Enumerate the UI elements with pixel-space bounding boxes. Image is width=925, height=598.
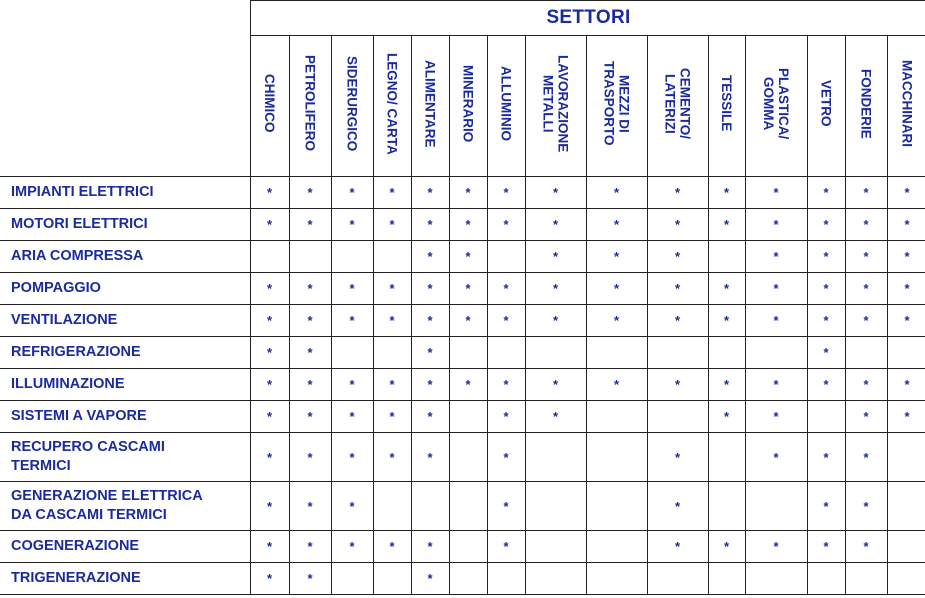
applicable-mark: * <box>525 241 586 273</box>
applicable-mark: * <box>331 177 373 209</box>
sector-label: CEMENTO/ LATERIZI <box>662 67 693 139</box>
applicable-mark: * <box>487 401 525 433</box>
corner-blank <box>0 1 250 36</box>
empty-cell <box>586 482 647 531</box>
sector-header <box>887 36 925 177</box>
applicable-mark: * <box>887 209 925 241</box>
table-row <box>0 563 925 595</box>
table-row <box>0 273 925 305</box>
empty-cell <box>708 241 745 273</box>
applicable-mark: * <box>887 401 925 433</box>
sector-label: ALLUMINIO <box>498 66 514 141</box>
empty-cell <box>373 563 411 595</box>
empty-cell <box>449 433 487 482</box>
sector-label: MINERARIO <box>460 64 476 143</box>
applicable-mark: * <box>586 209 647 241</box>
applicable-mark: * <box>289 563 331 595</box>
applicable-mark: * <box>647 241 708 273</box>
applicable-mark: * <box>525 401 586 433</box>
applicable-mark: * <box>845 305 887 337</box>
applicable-mark: * <box>745 209 807 241</box>
applicable-mark: * <box>647 369 708 401</box>
applicable-mark: * <box>411 273 449 305</box>
applicable-mark: * <box>487 209 525 241</box>
applicable-mark: * <box>807 241 845 273</box>
applicable-mark: * <box>373 209 411 241</box>
applicable-mark: * <box>887 273 925 305</box>
row-label: GENERAZIONE ELETTRICA DA CASCAMI TERMICI <box>0 482 250 531</box>
applicable-mark: * <box>289 369 331 401</box>
empty-cell <box>449 401 487 433</box>
applicable-mark: * <box>525 369 586 401</box>
applicable-mark: * <box>331 305 373 337</box>
sector-label: PETROLIFERO <box>302 55 318 152</box>
applicable-mark: * <box>807 209 845 241</box>
applicable-mark: * <box>647 273 708 305</box>
applicable-mark: * <box>845 433 887 482</box>
applicable-mark: * <box>250 482 289 531</box>
applicable-mark: * <box>250 401 289 433</box>
page-title: SETTORI <box>250 1 925 36</box>
sector-header <box>525 36 586 177</box>
table-row <box>0 241 925 273</box>
applicable-mark: * <box>647 482 708 531</box>
applicable-mark: * <box>250 369 289 401</box>
sector-label: PLASTICA/ GOMMA <box>761 67 791 140</box>
applicable-mark: * <box>289 177 331 209</box>
sector-header <box>487 36 525 177</box>
applicable-mark: * <box>845 401 887 433</box>
applicable-mark: * <box>887 177 925 209</box>
empty-cell <box>525 337 586 369</box>
applicable-mark: * <box>289 273 331 305</box>
sector-header-row <box>0 36 925 177</box>
empty-cell <box>647 337 708 369</box>
applicable-mark: * <box>373 273 411 305</box>
table-row <box>0 305 925 337</box>
sector-label: VETRO <box>818 80 834 127</box>
table-row <box>0 369 925 401</box>
empty-cell <box>289 241 331 273</box>
applicable-mark: * <box>289 433 331 482</box>
sector-header <box>373 36 411 177</box>
row-label: TRIGENERAZIONE <box>0 563 250 595</box>
empty-cell <box>708 563 745 595</box>
empty-cell <box>586 401 647 433</box>
empty-cell <box>745 563 807 595</box>
sector-header <box>289 36 331 177</box>
applicable-mark: * <box>647 433 708 482</box>
applicable-mark: * <box>845 177 887 209</box>
sector-label: MEZZI DI TRASPORTO <box>601 61 632 146</box>
row-label: REFRIGERAZIONE <box>0 337 250 369</box>
applicable-mark: * <box>411 531 449 563</box>
applicable-mark: * <box>411 401 449 433</box>
empty-cell <box>745 337 807 369</box>
applicable-mark: * <box>807 369 845 401</box>
sector-label: MACCHINARI <box>899 60 915 147</box>
applicable-mark: * <box>449 273 487 305</box>
applicable-mark: * <box>250 209 289 241</box>
applicable-mark: * <box>807 433 845 482</box>
empty-cell <box>449 482 487 531</box>
empty-cell <box>250 241 289 273</box>
applicable-mark: * <box>331 433 373 482</box>
applicable-mark: * <box>647 177 708 209</box>
empty-cell <box>525 482 586 531</box>
applicable-mark: * <box>807 337 845 369</box>
empty-cell <box>586 337 647 369</box>
applicable-mark: * <box>745 273 807 305</box>
empty-cell <box>586 563 647 595</box>
empty-cell <box>647 401 708 433</box>
applicable-mark: * <box>373 369 411 401</box>
applicable-mark: * <box>331 369 373 401</box>
applicable-mark: * <box>745 433 807 482</box>
applicable-mark: * <box>373 177 411 209</box>
applicable-mark: * <box>745 177 807 209</box>
sector-label: TESSILE <box>719 75 734 132</box>
sector-label: LEGNO/ CARTA <box>384 52 400 155</box>
applicable-mark: * <box>887 369 925 401</box>
sector-label: ALIMENTARE <box>422 59 438 148</box>
applicable-mark: * <box>807 482 845 531</box>
applicable-mark: * <box>525 273 586 305</box>
empty-cell <box>373 482 411 531</box>
empty-cell <box>331 337 373 369</box>
applicable-mark: * <box>887 305 925 337</box>
sector-header <box>331 36 373 177</box>
sector-header <box>807 36 845 177</box>
table-row <box>0 177 925 209</box>
applicable-mark: * <box>331 531 373 563</box>
applicable-mark: * <box>411 241 449 273</box>
table-row <box>0 482 925 531</box>
applicable-mark: * <box>250 177 289 209</box>
applicable-mark: * <box>487 482 525 531</box>
applicable-mark: * <box>331 482 373 531</box>
corner-blank-lower <box>0 36 250 177</box>
applicable-mark: * <box>411 433 449 482</box>
applicable-mark: * <box>487 273 525 305</box>
applicable-mark: * <box>289 531 331 563</box>
applicable-mark: * <box>449 305 487 337</box>
empty-cell <box>331 563 373 595</box>
applicable-mark: * <box>845 482 887 531</box>
empty-cell <box>487 563 525 595</box>
applicable-mark: * <box>487 369 525 401</box>
applicable-mark: * <box>411 177 449 209</box>
applicable-mark: * <box>449 177 487 209</box>
applicable-mark: * <box>525 209 586 241</box>
table-row <box>0 401 925 433</box>
table-row <box>0 433 925 482</box>
empty-cell <box>845 563 887 595</box>
applicable-mark: * <box>708 209 745 241</box>
empty-cell <box>887 563 925 595</box>
applicable-mark: * <box>647 531 708 563</box>
applicable-mark: * <box>331 401 373 433</box>
table-row <box>0 209 925 241</box>
applicable-mark: * <box>449 369 487 401</box>
applicable-mark: * <box>289 401 331 433</box>
applicable-mark: * <box>586 369 647 401</box>
applicable-mark: * <box>586 305 647 337</box>
applicable-mark: * <box>250 305 289 337</box>
applicable-mark: * <box>525 305 586 337</box>
empty-cell <box>586 433 647 482</box>
empty-cell <box>449 563 487 595</box>
applicable-mark: * <box>487 531 525 563</box>
applicable-mark: * <box>708 531 745 563</box>
empty-cell <box>745 482 807 531</box>
empty-cell <box>411 482 449 531</box>
applicable-mark: * <box>250 531 289 563</box>
row-label: SISTEMI A VAPORE <box>0 401 250 433</box>
row-label: RECUPERO CASCAMI TERMICI <box>0 433 250 482</box>
applicable-mark: * <box>745 531 807 563</box>
applicable-mark: * <box>708 401 745 433</box>
row-label: ILLUMINAZIONE <box>0 369 250 401</box>
empty-cell <box>708 337 745 369</box>
applicable-mark: * <box>487 305 525 337</box>
applicable-mark: * <box>845 369 887 401</box>
sector-header <box>708 36 745 177</box>
applicable-mark: * <box>331 273 373 305</box>
empty-cell <box>449 531 487 563</box>
empty-cell <box>708 433 745 482</box>
empty-cell <box>373 241 411 273</box>
matrix-body <box>0 177 925 595</box>
applicable-mark: * <box>845 531 887 563</box>
applicable-mark: * <box>525 177 586 209</box>
applicable-mark: * <box>449 241 487 273</box>
sector-label: FONDERIE <box>858 68 874 139</box>
empty-cell <box>525 531 586 563</box>
applicable-mark: * <box>449 209 487 241</box>
applicable-mark: * <box>845 273 887 305</box>
empty-cell <box>487 337 525 369</box>
applicable-mark: * <box>411 369 449 401</box>
applicable-mark: * <box>411 563 449 595</box>
empty-cell <box>845 337 887 369</box>
applicable-mark: * <box>807 305 845 337</box>
empty-cell <box>807 563 845 595</box>
empty-cell <box>449 337 487 369</box>
applicable-mark: * <box>647 209 708 241</box>
applicable-mark: * <box>807 531 845 563</box>
applicable-mark: * <box>250 563 289 595</box>
applicable-mark: * <box>250 273 289 305</box>
empty-cell <box>586 531 647 563</box>
row-label: ARIA COMPRESSA <box>0 241 250 273</box>
row-label: COGENERAZIONE <box>0 531 250 563</box>
applicable-mark: * <box>807 273 845 305</box>
applicable-mark: * <box>745 305 807 337</box>
applicable-mark: * <box>289 305 331 337</box>
empty-cell <box>887 531 925 563</box>
sector-header <box>647 36 708 177</box>
applicable-mark: * <box>745 369 807 401</box>
sector-header <box>411 36 449 177</box>
applicable-mark: * <box>331 209 373 241</box>
sector-header <box>745 36 807 177</box>
applicable-mark: * <box>373 305 411 337</box>
applicable-mark: * <box>708 177 745 209</box>
applicable-mark: * <box>708 305 745 337</box>
empty-cell <box>373 337 411 369</box>
row-label: VENTILAZIONE <box>0 305 250 337</box>
applicable-mark: * <box>807 177 845 209</box>
empty-cell <box>487 241 525 273</box>
applicable-mark: * <box>373 433 411 482</box>
applicable-mark: * <box>411 337 449 369</box>
sector-label: LAVORAZIONE METALLI <box>540 54 571 153</box>
empty-cell <box>887 433 925 482</box>
applicable-mark: * <box>708 369 745 401</box>
sector-header <box>449 36 487 177</box>
empty-cell <box>525 433 586 482</box>
row-label: IMPIANTI ELETTRICI <box>0 177 250 209</box>
applicable-mark: * <box>647 305 708 337</box>
applicable-mark: * <box>250 433 289 482</box>
applicable-mark: * <box>487 177 525 209</box>
applicable-mark: * <box>411 209 449 241</box>
sector-header <box>845 36 887 177</box>
empty-cell <box>807 401 845 433</box>
table-row <box>0 531 925 563</box>
applicable-mark: * <box>487 433 525 482</box>
applicable-mark: * <box>586 177 647 209</box>
row-label: POMPAGGIO <box>0 273 250 305</box>
applicable-mark: * <box>887 241 925 273</box>
applicable-mark: * <box>845 241 887 273</box>
sector-label: CHIMICO <box>262 74 277 133</box>
empty-cell <box>331 241 373 273</box>
applicable-mark: * <box>586 273 647 305</box>
applicable-mark: * <box>411 305 449 337</box>
sector-label: SIDERURGICO <box>344 55 360 152</box>
applicable-mark: * <box>845 209 887 241</box>
row-label: MOTORI ELETTRICI <box>0 209 250 241</box>
sector-header <box>250 36 289 177</box>
applicable-mark: * <box>289 337 331 369</box>
sector-header <box>586 36 647 177</box>
applicable-mark: * <box>708 273 745 305</box>
applicable-mark: * <box>250 337 289 369</box>
applicable-mark: * <box>586 241 647 273</box>
empty-cell <box>887 482 925 531</box>
applicable-mark: * <box>289 482 331 531</box>
empty-cell <box>708 482 745 531</box>
applicable-mark: * <box>745 241 807 273</box>
applicable-mark: * <box>373 531 411 563</box>
empty-cell <box>525 563 586 595</box>
applicable-mark: * <box>373 401 411 433</box>
applicable-mark: * <box>289 209 331 241</box>
table-row <box>0 337 925 369</box>
empty-cell <box>887 337 925 369</box>
empty-cell <box>647 563 708 595</box>
applicable-mark: * <box>745 401 807 433</box>
